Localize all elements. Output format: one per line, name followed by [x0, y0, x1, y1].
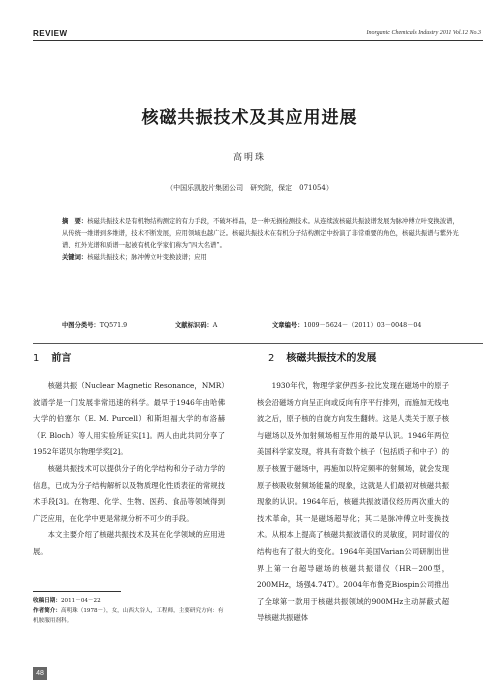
document-code: 文献标识码：A [175, 322, 218, 329]
article-number: 文章编号：1009－5624－（2011）03－0048－04 [272, 322, 422, 329]
keywords-label: 关键词： [62, 254, 88, 261]
keywords-text: 核磁共振技术；脉冲傅立叶变换波谱；应用 [87, 254, 207, 261]
right-column [257, 378, 449, 627]
footnote-rule [33, 591, 121, 592]
clc-number: 中图分类号：TQ571.9 [62, 322, 128, 329]
paper-author: 高明珠 [232, 153, 266, 163]
intro-paragraph-1: 核磁共振（Nuclear Magnetic Resonance，NMR）波谱学是一门发展非常迅速的科学。最早于1946年由哈佛大学的伯塞尔（E. M. Purcell）和斯坦福大学的布洛赫（F. Bloch）等人用实验所证实[1]。两人由此共同分享了1952年诺贝尔物理学奖[2]。 [33, 381, 225, 457]
footnote: 收稿日期：2011－04－22 作者简介：高明珠（1978－），女，山西大谷人，工程师，主要研究方向：有机胺服用剂科。 [33, 598, 224, 624]
page-number: 48 [33, 667, 47, 680]
journal-section-label: REVIEW [33, 29, 68, 38]
intro-paragraph-3: 本文主要介绍了核磁共振技术及其在化学领域的应用进展。 [33, 530, 225, 556]
section-heading-intro: 1 前言 [33, 353, 72, 364]
received-date: 2011－04－22 [60, 598, 101, 604]
abstract-text: 核磁共振技术是有机物结构测定的有力手段，不破坏样品，是一种无损检测技术。从连续波核磁共振波谱发展为脉冲傅立叶变换波谱，从传统一维谱到多维谱，技术不断发展，应用领域也越广泛。核磁共振技术在有机分子结构测定中扮演了非常重要的角色，核磁共振谱与紫外光谱、红外光谱和质谱一起被有机化学家们称为“四大名谱”。 [62, 218, 459, 249]
left-column [33, 378, 225, 561]
author-bio: 高明珠（1978－），女，山西大谷人，工程师，主要研究方向：有机胺服用剂科。 [33, 608, 224, 624]
section-heading-development: 2 核磁共振技术的发展 [268, 353, 377, 364]
paper-affiliation: （中国乐凯胶片集团公司 研究院，保定 071054） [166, 184, 333, 192]
paper-title: 核磁共振技术及其应用进展 [141, 108, 358, 128]
header-rule [33, 40, 483, 41]
intro-paragraph-2: 核磁共振技术可以提供分子的化学结构和分子动力学的信息，已成为分子结构解析以及物质理化性质表征的常规技术手段[3]。在物理、化学、生物、医药、食品等领域得到广泛应用，在化学中更是常规分析不可少的手段。 [33, 463, 225, 523]
abstract-block [62, 216, 460, 264]
abstract-label: 摘 要： [62, 218, 88, 225]
abstract-rule [33, 343, 483, 344]
development-paragraph-1: 1930年代，物理学家伊西多·拉比发现在磁场中的原子核会沿磁场方向呈正向或反向有序平行排列，而施加无线电波之后，原子核的自旋方向发生翻转。这是人类关于原子核与磁场以及外加射频场相互作用的最早认识。1946年两位美国科学家发现，将具有奇数个核子（包括质子和中子）的原子核置于磁场中，再施加以特定频率的射频场，就会发现原子核吸收射频场能量的现象，这就是人们最初对核磁共振现象的认识。1964年后，核磁共振波谱仪经历两次重大的技术革命，其一是磁场超导化；其二是脉冲傅立叶变换技术。从根本上提高了核磁共振波谱仪的灵敏度，同时谱仪的结构也有了很大的变化。1964年美国Varian公司研制出世界上第一台超导磁场的核磁共振谱仪（HR－200型，200MHz，场强4.74T）。2004年布鲁克Biospin公司推出了全球第一款用于核磁共振领域的900MHz主动屏蔽式超导核磁共振磁体 [257, 381, 449, 623]
journal-running-header: Inorganic Chemicals Industry 2011 Vol.12 No.3 [366, 30, 481, 36]
